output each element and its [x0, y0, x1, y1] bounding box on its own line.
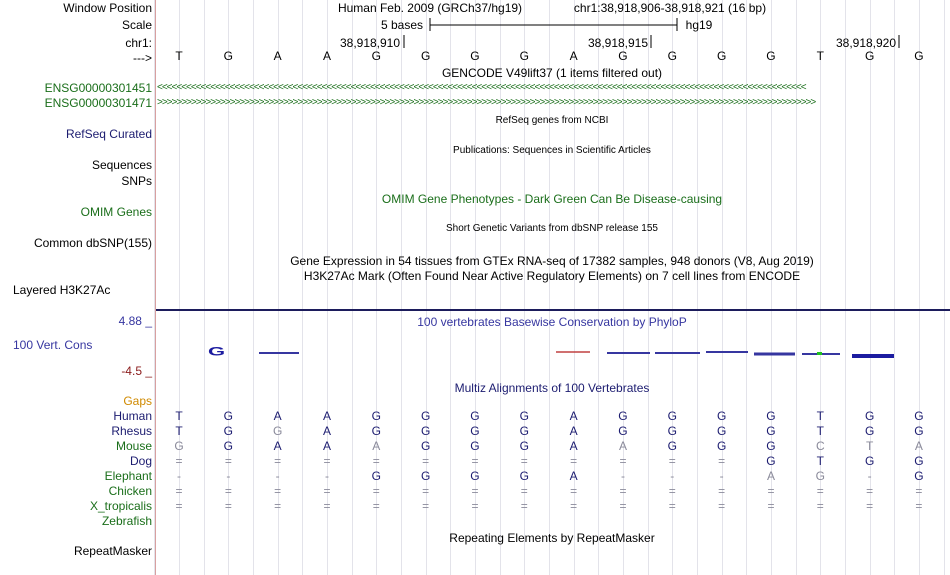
- alignment-base-human: T: [816, 409, 824, 423]
- alignment-base-x_tropicalis: =: [816, 499, 824, 513]
- track-label-sequences[interactable]: Sequences: [91, 158, 152, 172]
- alignment-base-mouse: G: [223, 439, 233, 453]
- alignment-base-dog: T: [816, 454, 824, 468]
- alignment-base-elephant: G: [519, 469, 529, 483]
- alignment-base-elephant: -: [226, 469, 231, 483]
- alignment-base-mouse: G: [716, 439, 727, 453]
- reference-base: G: [667, 49, 677, 63]
- reference-base: T: [816, 49, 824, 63]
- alignment-base-dog: =: [372, 454, 380, 468]
- alignment-base-human: G: [420, 409, 431, 423]
- alignment-base-human: G: [667, 409, 677, 423]
- alignment-base-human: A: [273, 409, 282, 423]
- species-label-zebrafish: Zebrafish: [101, 514, 152, 528]
- species-label-xtropicalis: X_tropicalis: [89, 499, 152, 513]
- alignment-base-rhesus: G: [519, 424, 529, 438]
- alignment-base-elephant: G: [470, 469, 480, 483]
- alignment-base-mouse: T: [865, 439, 874, 453]
- alignment-base-chicken: =: [372, 484, 380, 498]
- chr-label: chr1:: [125, 36, 152, 50]
- species-label-chicken: Chicken: [108, 484, 152, 498]
- alignment-base-human: G: [618, 409, 628, 423]
- reference-base: G: [420, 49, 431, 63]
- alignment-base-dog: G: [914, 454, 924, 468]
- alignment-base-elephant: -: [670, 469, 675, 483]
- scale-db: hg19: [685, 18, 713, 32]
- reference-base: G: [914, 49, 924, 63]
- cons-min-value: -4.5 _: [121, 364, 152, 378]
- alignment-base-rhesus: G: [371, 424, 381, 438]
- alignment-base-mouse: A: [322, 439, 331, 453]
- alignment-base-mouse: C: [815, 439, 825, 453]
- alignment-base-dog: =: [520, 454, 528, 468]
- alignment-base-chicken: =: [224, 484, 232, 498]
- coord-tick-3: 38,918,920: [835, 36, 897, 50]
- alignment-base-human: G: [716, 409, 727, 423]
- alignment-base-mouse: A: [618, 439, 627, 453]
- alignment-base-chicken: =: [619, 484, 627, 498]
- cons-max-value: 4.88 _: [118, 314, 152, 328]
- reference-base: G: [618, 49, 628, 63]
- alignment-base-x_tropicalis: =: [274, 499, 282, 513]
- dbsnp-track-title: Short Genetic Variants from dbSNP release 155: [446, 223, 658, 234]
- alignment-base-dog: =: [619, 454, 627, 468]
- alignment-base-elephant: G: [371, 469, 381, 483]
- alignment-base-chicken: =: [422, 484, 430, 498]
- reference-base: G: [470, 49, 480, 63]
- species-label-dog: Dog: [129, 454, 152, 468]
- alignment-base-mouse: A: [569, 439, 578, 453]
- alignment-base-human: G: [470, 409, 480, 423]
- alignment-base-human: G: [371, 409, 381, 423]
- reference-base: T: [175, 49, 183, 63]
- alignment-base-rhesus: G: [618, 424, 628, 438]
- phylop-mark-green: [817, 352, 822, 355]
- alignment-base-dog: G: [864, 454, 875, 468]
- phylop-track-title: 100 vertebrates Basewise Conservation by PhyloP: [417, 315, 687, 329]
- alignment-base-dog: =: [323, 454, 331, 468]
- ensg2-strand-arrows[interactable]: >>>>>>>>>>>>>>>>>>>>>>>>>>>>>>>>>>>>>>>>>>>>>>>>>>>>>>>>>>>>>>>>>>>>>>>>>>>>>>>>>>>>>>>>>>>>>>>>>>>>>>>>>>>>>>>>>>>>>>>>>>>>>>>>>>>>>>>>: [157, 97, 816, 108]
- alignment-base-x_tropicalis: =: [915, 499, 923, 513]
- reference-base: A: [322, 49, 331, 63]
- alignment-base-elephant: G: [815, 469, 825, 483]
- track-label-refseq[interactable]: RefSeq Curated: [65, 127, 152, 141]
- alignment-base-dog: =: [718, 454, 726, 468]
- alignment-base-mouse: G: [470, 439, 480, 453]
- scale-text: 5 bases: [380, 18, 424, 32]
- alignment-base-rhesus: G: [864, 424, 875, 438]
- alignment-base-x_tropicalis: =: [323, 499, 331, 513]
- alignment-base-rhesus: G: [766, 424, 776, 438]
- reference-base: G: [864, 49, 875, 63]
- track-label-gaps: Gaps: [123, 394, 152, 408]
- species-label-elephant: Elephant: [104, 469, 152, 483]
- track-label-omim[interactable]: OMIM Genes: [80, 205, 152, 219]
- alignment-base-rhesus: G: [914, 424, 924, 438]
- alignment-base-x_tropicalis: =: [520, 499, 528, 513]
- reference-base: G: [371, 49, 381, 63]
- species-label-mouse: Mouse: [115, 439, 152, 453]
- alignment-base-dog: =: [668, 454, 676, 468]
- alignment-base-rhesus: A: [322, 424, 331, 438]
- alignment-base-rhesus: T: [175, 424, 183, 438]
- refseq-track-title: RefSeq genes from NCBI: [495, 115, 609, 126]
- alignment-base-dog: =: [471, 454, 479, 468]
- coord-tick-1: 38,918,910: [339, 36, 401, 50]
- reference-base: G: [519, 49, 529, 63]
- alignment-base-x_tropicalis: =: [668, 499, 676, 513]
- alignment-base-human: T: [175, 409, 183, 423]
- alignment-base-rhesus: G: [716, 424, 727, 438]
- species-label-rhesus: Rhesus: [111, 424, 152, 438]
- alignment-base-mouse: G: [174, 439, 184, 453]
- alignment-base-rhesus: G: [272, 424, 283, 438]
- alignment-base-x_tropicalis: =: [422, 499, 430, 513]
- alignment-base-dog: =: [422, 454, 430, 468]
- alignment-base-elephant: -: [275, 469, 280, 483]
- gencode-track-title: GENCODE V49lift37 (1 items filtered out): [441, 66, 663, 80]
- reference-base: G: [223, 49, 233, 63]
- alignment-base-mouse: G: [420, 439, 431, 453]
- alignment-base-elephant: -: [867, 469, 872, 483]
- window-position-label: Window Position: [63, 1, 152, 15]
- alignment-base-x_tropicalis: =: [866, 499, 874, 513]
- alignment-base-mouse: A: [372, 439, 381, 453]
- alignment-base-mouse: G: [667, 439, 677, 453]
- alignment-base-rhesus: G: [420, 424, 431, 438]
- alignment-base-chicken: =: [668, 484, 676, 498]
- alignment-base-elephant: -: [324, 469, 329, 483]
- alignment-base-mouse: G: [519, 439, 529, 453]
- alignment-base-chicken: =: [816, 484, 824, 498]
- alignment-base-chicken: =: [866, 484, 874, 498]
- omim-track-title: OMIM Gene Phenotypes - Dark Green Can Be Disease-causing: [381, 192, 723, 206]
- alignment-base-elephant: -: [620, 469, 625, 483]
- gtex-track-title: Gene Expression in 54 tissues from GTEx RNA-seq of 17382 samples, 948 donors (V8, Aug 2019): [290, 254, 814, 268]
- alignment-base-dog: G: [766, 454, 776, 468]
- alignment-base-x_tropicalis: =: [619, 499, 627, 513]
- alignment-base-chicken: =: [323, 484, 331, 498]
- alignment-base-human: A: [322, 409, 331, 423]
- alignment-base-rhesus: A: [569, 424, 578, 438]
- alignment-base-chicken: =: [471, 484, 479, 498]
- alignment-base-human: A: [569, 409, 578, 423]
- species-label-human: Human: [113, 409, 152, 423]
- alignment-base-chicken: =: [718, 484, 726, 498]
- alignment-base-mouse: A: [273, 439, 282, 453]
- track-label-ensg1[interactable]: ENSG00000301451: [44, 81, 152, 95]
- alignment-base-dog: =: [224, 454, 232, 468]
- alignment-base-mouse: A: [914, 439, 923, 453]
- alignment-base-mouse: G: [766, 439, 776, 453]
- alignment-base-elephant: -: [719, 469, 724, 483]
- track-label-ensg2[interactable]: ENSG00000301471: [44, 96, 152, 110]
- alignment-base-rhesus: G: [470, 424, 480, 438]
- reference-base: A: [273, 49, 282, 63]
- alignment-base-elephant: -: [177, 469, 181, 483]
- ensg1-strand-arrows[interactable]: <<<<<<<<<<<<<<<<<<<<<<<<<<<<<<<<<<<<<<<<<<<<<<<<<<<<<<<<<<<<<<<<<<<<<<<<<<<<<<<<<<<<<<<<<<<<<<<<<<<<<<<<<<<<<<<<<<<<<<<<<<<<<<<<<<<<<<: [157, 82, 806, 93]
- reference-base: G: [766, 49, 776, 63]
- repeatmasker-track-title: Repeating Elements by RepeatMasker: [449, 531, 655, 545]
- alignment-base-human: G: [766, 409, 776, 423]
- alignment-base-elephant: G: [420, 469, 431, 483]
- alignment-base-x_tropicalis: =: [570, 499, 578, 513]
- publications-track-title: Publications: Sequences in Scientific Articles: [453, 145, 651, 156]
- alignment-base-human: G: [519, 409, 529, 423]
- alignment-base-elephant: A: [766, 469, 775, 483]
- alignment-base-chicken: =: [767, 484, 775, 498]
- alignment-base-x_tropicalis: =: [224, 499, 232, 513]
- alignment-base-x_tropicalis: =: [718, 499, 726, 513]
- strand-arrow-label: --->: [133, 51, 152, 65]
- multiz-track-title: Multiz Alignments of 100 Vertebrates: [454, 381, 650, 395]
- assembly-title: Human Feb. 2009 (GRCh37/hg19): [337, 1, 523, 15]
- alignment-base-chicken: =: [274, 484, 282, 498]
- track-label-cons[interactable]: 100 Vert. Cons: [13, 338, 93, 352]
- phylop-logo-g-large: G: [208, 344, 226, 359]
- alignment-base-rhesus: G: [667, 424, 677, 438]
- alignment-base-rhesus: T: [816, 424, 824, 438]
- coord-tick-2: 38,918,915: [587, 36, 649, 50]
- alignment-base-dog: =: [274, 454, 282, 468]
- reference-base: A: [569, 49, 578, 63]
- alignment-base-human: G: [914, 409, 924, 423]
- alignment-base-chicken: =: [175, 484, 183, 498]
- alignment-base-human: G: [864, 409, 875, 423]
- reference-base: G: [716, 49, 727, 63]
- h3k27ac-track-title: H3K27Ac Mark (Often Found Near Active Regulatory Elements) on 7 cell lines from ENCODE: [303, 269, 801, 283]
- alignment-base-elephant: A: [569, 469, 578, 483]
- alignment-base-chicken: =: [915, 484, 923, 498]
- track-label-h3k27ac[interactable]: Layered H3K27Ac: [13, 283, 111, 297]
- alignment-base-x_tropicalis: =: [175, 499, 183, 513]
- alignment-base-human: G: [223, 409, 233, 423]
- alignment-base-chicken: =: [570, 484, 578, 498]
- track-label-snps[interactable]: SNPs: [121, 174, 152, 188]
- position-title: chr1:38,918,906-38,918,921 (16 bp): [573, 1, 767, 15]
- alignment-base-dog: =: [570, 454, 578, 468]
- alignment-base-x_tropicalis: =: [767, 499, 775, 513]
- alignment-base-x_tropicalis: =: [471, 499, 479, 513]
- track-label-dbsnp[interactable]: Common dbSNP(155): [33, 236, 152, 250]
- alignment-base-rhesus: G: [223, 424, 233, 438]
- alignment-base-dog: =: [175, 454, 183, 468]
- track-label-repeatmasker[interactable]: RepeatMasker: [73, 544, 152, 558]
- alignment-base-elephant: G: [914, 469, 924, 483]
- alignment-base-chicken: =: [520, 484, 528, 498]
- scale-label: Scale: [121, 18, 152, 32]
- alignment-base-x_tropicalis: =: [372, 499, 380, 513]
